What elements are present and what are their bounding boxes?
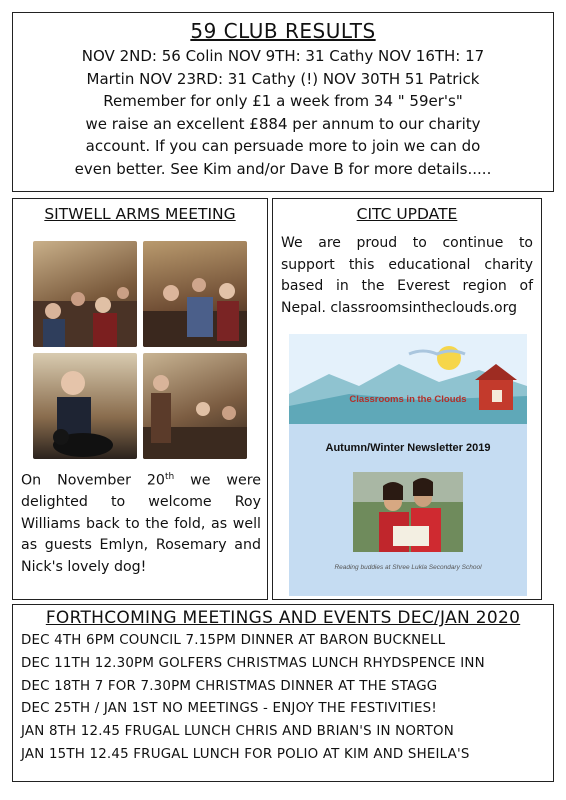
events-list: [13, 630, 553, 767]
reading-buddies-photo: [353, 472, 463, 552]
results-line-3: Remember for only £1 a week from 34 " 59er's": [103, 92, 463, 110]
results-line-4: we raise an excellent £884 per annum to our charity: [85, 114, 481, 133]
sitwell-text-rest: we were delighted to welcome Roy Williams back to the fold, as well as guests Emlyn, Rosemary and Nick's lovely dog!: [21, 472, 261, 575]
citc-title: CITC UPDATE: [356, 205, 458, 223]
newsletter-caption: Reading buddies at Shree Lukla Secondary School: [334, 564, 482, 571]
event-item: DEC 25TH / JAN 1ST NO MEETINGS - ENJOY THE FESTIVITIES!: [21, 701, 437, 717]
results-line-5: account. If you can persuade more to join we can do: [85, 137, 481, 155]
ordinal-suffix: th: [164, 472, 175, 482]
results-line-6: even better. See Kim and/or Dave B for more details.....: [74, 159, 492, 178]
meeting-photo-1: [33, 241, 137, 347]
event-item: DEC 18TH 7 FOR 7.30PM CHRISTMAS DINNER AT THE STAGG: [21, 678, 438, 694]
meeting-photo-4: [143, 353, 247, 459]
newsletter-subtitle: Autumn/Winter Newsletter 2019: [325, 442, 491, 454]
newsletter-cover: [289, 334, 527, 596]
mountains-sun-school-icon: [289, 334, 527, 424]
events-title: FORTHCOMING MEETINGS AND EVENTS DEC/JAN 2020: [45, 608, 521, 628]
sitwell-panel: [12, 198, 268, 600]
sitwell-text-start: On November 20: [21, 472, 165, 489]
man-with-dog-icon: [33, 353, 137, 459]
results-line-2: Martin NOV 23RD: 31 Cathy (!) NOV 30TH 51 Patrick: [86, 69, 480, 88]
results-title: 59 CLUB RESULTS: [190, 19, 376, 43]
meeting-photo-collage: [33, 241, 247, 459]
event-item: JAN 8TH 12.45 FRUGAL LUNCH CHRIS AND BRIAN'S IN NORTON: [21, 724, 454, 740]
event-item: JAN 15TH 12.45 FRUGAL LUNCH FOR POLIO AT KIM AND SHEILA'S: [21, 746, 470, 762]
newsletter-banner: [289, 334, 527, 424]
event-item: DEC 11TH 12.30PM GOLFERS CHRISTMAS LUNCH RHYDSPENCE INN: [21, 655, 485, 671]
standing-speaker-icon: [143, 353, 247, 459]
events-panel: [12, 604, 554, 782]
citc-panel: [272, 198, 542, 600]
newsletter-title: Classrooms in the Clouds: [349, 394, 467, 405]
diners-table-icon: [143, 241, 247, 347]
meeting-photo-2: [143, 241, 247, 347]
event-item: DEC 4TH 6PM COUNCIL 7.15PM DINNER AT BARON BUCKNELL: [21, 633, 446, 648]
sitwell-title: SITWELL ARMS MEETING: [44, 205, 236, 223]
sitwell-text: [21, 467, 261, 578]
results-panel: [12, 12, 554, 192]
meeting-photo-3: [33, 353, 137, 459]
diners-illustration-icon: [33, 241, 137, 347]
children-reading-icon: [353, 472, 463, 552]
citc-text: We are proud to continue to support this educational charity based in the Everest region of Nepal. classroomsintheclouds.org: [281, 235, 533, 316]
results-line-1: NOV 2ND: 56 Colin NOV 9TH: 31 Cathy NOV 16TH: 17: [81, 47, 485, 65]
